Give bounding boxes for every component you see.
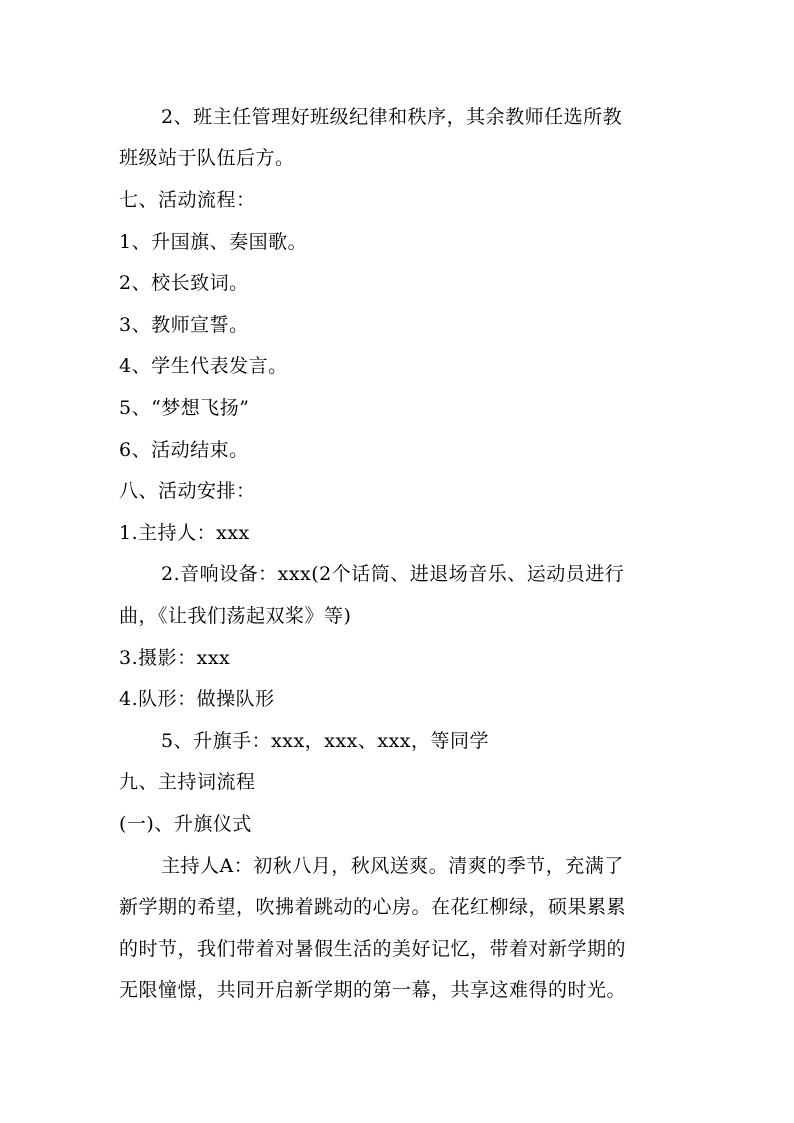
list-item: 3.摄影：xxx	[119, 647, 231, 669]
paragraph-line: 班级站于队伍后方。	[119, 147, 295, 169]
list-item: 2、校长致词。	[119, 272, 249, 294]
paragraph-line: 主持人A：初秋八月，秋风送爽。清爽的季节，充满了	[161, 855, 624, 877]
list-item: 6、活动结束。	[119, 439, 249, 461]
section-heading: 八、活动安排：	[119, 480, 256, 502]
paragraph-line: 无限憧憬，共同开启新学期的第一幕，共享这难得的时光。	[119, 979, 627, 1001]
list-item: 5、升旗手：xxx，xxx、xxx，等同学	[161, 730, 490, 752]
subsection-heading: (一)、升旗仪式	[119, 813, 252, 835]
list-item: 1.主持人：xxx	[119, 522, 250, 544]
paragraph-line: 的时节，我们带着对暑假生活的美好记忆，带着对新学期的	[119, 938, 627, 960]
list-item: 2.音响设备：xxx(2个话筒、进退场音乐、运动员进行	[161, 563, 625, 585]
list-item: 4、学生代表发言。	[119, 355, 288, 377]
list-item: 3、教师宣誓。	[119, 314, 249, 336]
list-item: 4.队形：做操队形	[119, 688, 275, 710]
section-heading: 九、主持词流程	[119, 771, 256, 793]
list-item: 5、“梦想飞扬”	[119, 397, 250, 419]
section-heading: 七、活动流程：	[119, 189, 256, 211]
paragraph-line: 曲，《让我们荡起双桨》等)	[119, 605, 352, 627]
list-item: 1、升国旗、奏国歌。	[119, 231, 308, 253]
paragraph-line: 2、班主任管理好班级纪律和秩序，其余教师任选所教	[161, 106, 623, 128]
paragraph-line: 新学期的希望，吹拂着跳动的心房。在花红柳绿，硕果累累	[119, 896, 627, 918]
